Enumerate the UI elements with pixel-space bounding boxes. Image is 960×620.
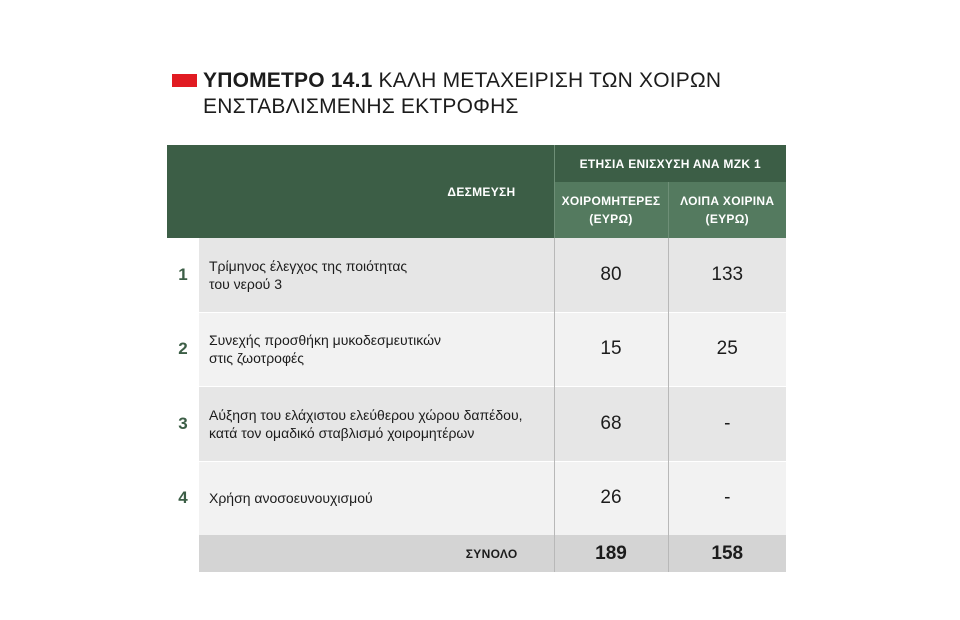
row-description: Συνεχής προσθήκη μυκοδεσμευτικών στις ζωοτροφές xyxy=(199,312,554,386)
row-description: Αύξηση του ελάχιστου ελεύθερου χώρου δαπέδου, κατά τον ομαδικό σταβλισμό χοιρομητέρων xyxy=(199,386,554,461)
row-number: 4 xyxy=(167,461,199,535)
page-title xyxy=(172,68,792,120)
row-sows-value: 80 xyxy=(554,238,668,312)
table-row xyxy=(167,238,786,312)
table-row xyxy=(167,312,786,386)
title-text: ΚΑΛΗ ΜΕΤΑΧΕΙΡΙΣΗ ΤΩΝ ΧΟΙΡΩΝ xyxy=(378,69,722,92)
header-sows: ΧΟΙΡΟΜΗΤΕΡΕΣ (ΕΥΡΩ) xyxy=(554,182,668,238)
header-desmeusi: ΔΕΣΜΕΥΣΗ xyxy=(167,145,554,238)
row-other-value: - xyxy=(668,386,786,461)
row-other-value: - xyxy=(668,461,786,535)
commitments-table xyxy=(167,145,786,572)
table-row xyxy=(167,386,786,461)
row-sows-value: 26 xyxy=(554,461,668,535)
total-sows-value: 189 xyxy=(554,535,668,572)
row-number: 2 xyxy=(167,312,199,386)
total-row xyxy=(167,535,786,572)
row-description: Τρίμηνος έλεγχος της ποιότητας του νερού 3 xyxy=(199,238,554,312)
row-sows-value: 15 xyxy=(554,312,668,386)
table-row xyxy=(167,461,786,535)
title-text-line2: ΕΝΣΤΑΒΛΙΣΜΕΝΗΣ ΕΚΤΡΟΦΗΣ xyxy=(203,95,519,118)
row-description: Χρήση ανοσοευνουχισμού xyxy=(199,461,554,535)
row-other-value: 25 xyxy=(668,312,786,386)
title-marker-bar xyxy=(172,74,197,87)
row-other-value: 133 xyxy=(668,238,786,312)
header-annual-support: ΕΤΗΣΙΑ ΕΝΙΣΧΥΣΗ ΑΝΑ ΜΖΚ 1 xyxy=(554,145,786,182)
row-number: 3 xyxy=(167,386,199,461)
total-label: ΣΥΝΟΛΟ xyxy=(199,535,554,572)
title-measure-code: ΥΠΟΜΕΤΡΟ 14.1 xyxy=(203,69,373,92)
row-sows-value: 68 xyxy=(554,386,668,461)
header-other-pigs: ΛΟΙΠΑ ΧΟΙΡΙΝΑ (ΕΥΡΩ) xyxy=(668,182,786,238)
row-number: 1 xyxy=(167,238,199,312)
total-other-value: 158 xyxy=(668,535,786,572)
